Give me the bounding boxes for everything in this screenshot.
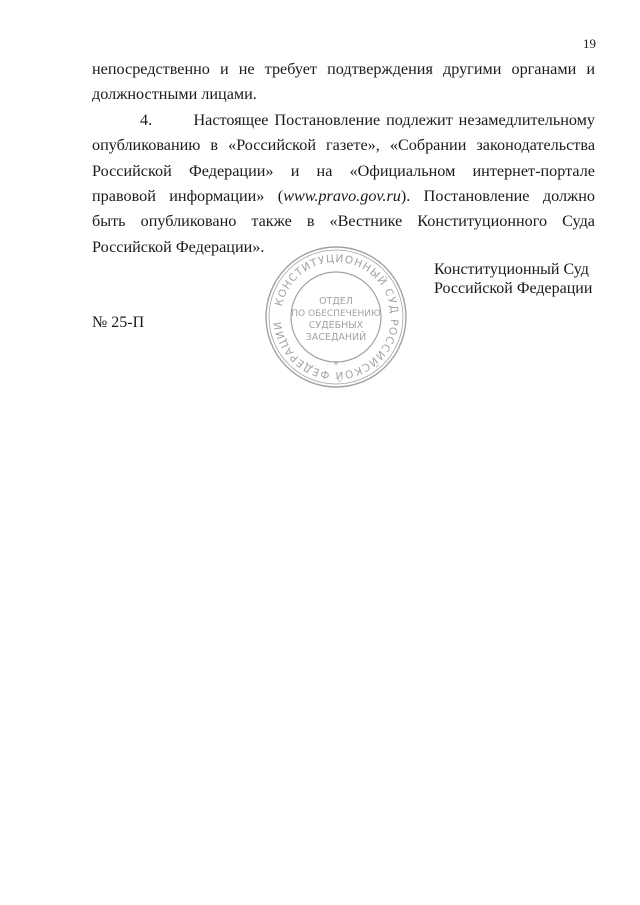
stamp-line-1: ОТДЕЛ <box>319 296 353 307</box>
url-link[interactable]: www.pravo.gov.ru <box>283 187 401 206</box>
paragraph-continued: непосредственно и не требует подтверждения другими органами и должностными лицами. <box>92 60 595 104</box>
document-body <box>92 57 595 260</box>
stamp-seal-icon <box>263 244 409 390</box>
paragraph-text: Настоящее Постановление подлежит незамедлительному опубликованию в «Российской газете», «Собрании законодательства Российской Федерации» и на «Официальном интернет-портале правовой информации» ( <box>92 110 596 206</box>
signature-line-1: Конституционный Суд <box>434 261 589 278</box>
paragraph-number: 4. <box>140 110 153 129</box>
paragraph-4 <box>92 108 595 260</box>
signature-block <box>434 260 592 298</box>
page-number: 19 <box>583 36 596 51</box>
stamp-star-icon: * <box>333 360 339 371</box>
paragraph-text-end: ). Постановление должно быть опубликовано также в «Вестнике Конституционного Суда Российской Федерации». <box>92 187 595 256</box>
stamp-outer-text: КОНСТИТУЦИОННЫЙ СУД РОССИЙСКОЙ ФЕДЕРАЦИИ <box>272 252 401 382</box>
stamp-line-4: ЗАСЕДАНИЙ <box>305 332 367 343</box>
document-number: № 25-П <box>92 314 145 331</box>
signature-line-2: Российской Федерации <box>434 280 593 297</box>
stamp-line-2: ПО ОБЕСПЕЧЕНИЮ <box>291 309 381 319</box>
official-stamp <box>263 244 409 390</box>
stamp-line-3: СУДЕБНЫХ <box>308 320 364 331</box>
